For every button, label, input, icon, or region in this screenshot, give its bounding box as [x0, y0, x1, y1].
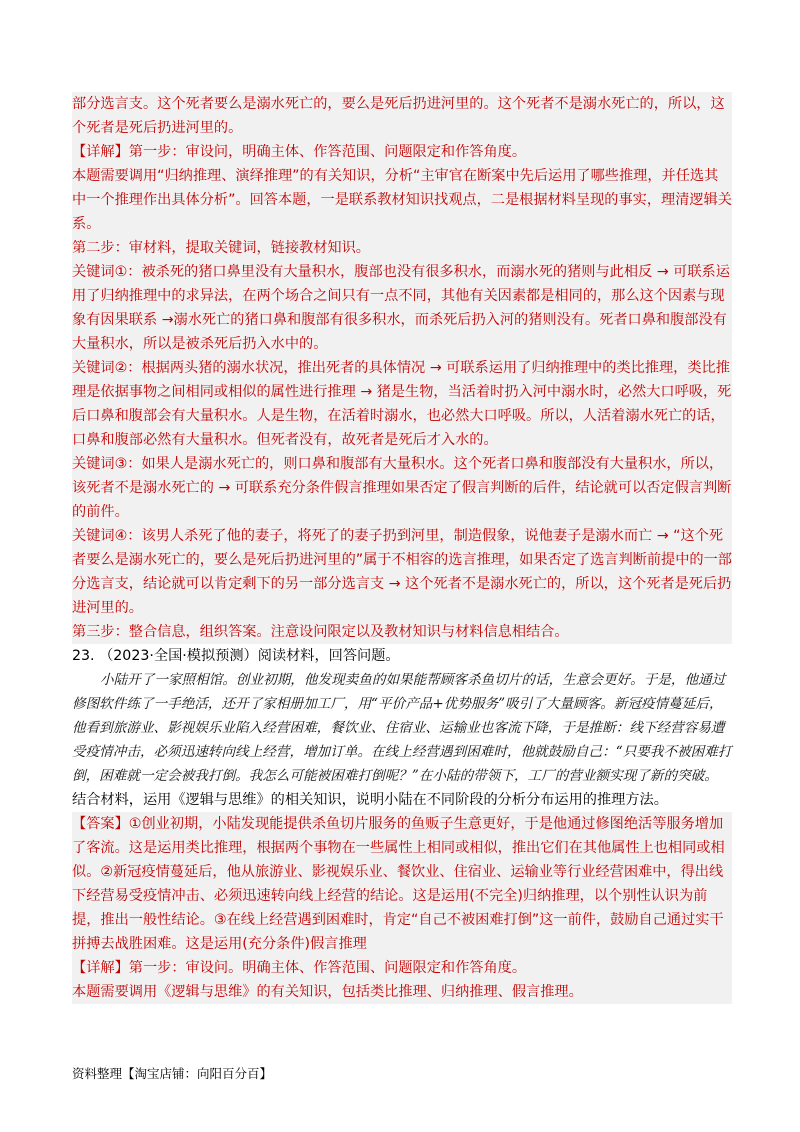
answer-line: 部分选言支。这个死者要么是溺水死亡的，要么是死后扔进河里的。这个死者不是溺水死亡的，所以，这个死者是死后扔进河里的。 [72, 96, 725, 136]
page-footer: 资料整理【淘宝店铺：向阳百分百】 [72, 1066, 273, 1081]
answer-line: 本题需要调用“归纳推理、演绎推理”的有关知识，分析“主审官在断案中先后运用了哪些推理，并任选其中一个推理作出具体分析”。回答本题，一是联系教材知识找观点，二是根据材料呈现的事实，理清逻辑关系。 [72, 168, 732, 232]
passage-text: 小陆开了一家照相馆。创业初期，他发现卖鱼的如果能帮顾客杀鱼切片的话，生意会更好。于是，他通过修图软件练了一手绝活，还开了家相册加工厂，用“平价产品+优势服务”吸引了大量顾客。新冠疫情蔓延后，他看到旅游业、影视娱乐业陷入经营困难，餐饮业、住宿业、运输业也客流下降，于是推断：线下经营容易遭受疫情冲击，必须迅速转向线上经营，增加订单。在线上经营遇到困难时，他就鼓励自己：“只要我不被困难打倒，困难就一定会被我打倒。我怎么可能被困难打倒呢？”在小陆的带领下，工厂的营业额实现了新的突破。 [72, 672, 732, 784]
answer-line: 关键词④：该男人杀死了他的妻子，将死了的妻子扔到河里，制造假象，说他妻子是溺水而亡 → “这个死者要么是溺水死亡的，要么是死后扔进河里的”属于不相容的选言推理，如果否定了选言判断前提中的一部分选言支，结论就可以肯定剩下的另一部分选言支 → 这个死者不是溺水死亡的，所以，这个死者是死后扔进河里的。 [72, 528, 732, 616]
answer-line: 【详解】第一步：审设问。明确主体、作答范围、问题限定和作答角度。 [72, 960, 527, 976]
question-23 [72, 644, 732, 812]
answer-line: 【答案】①创业初期，小陆发现能提供杀鱼切片服务的鱼贩子生意更好，于是他通过修图绝活等服务增加了客流。这是运用类比推理，根据两个事物在一些属性上相同或相似，推出它们在其他属性上也相同或相似。②新冠疫情蔓延后，他从旅游业、影视娱乐业、餐饮业、住宿业、运输业等行业经营困难中，得出线下经营易受疫情冲击、必须迅速转向线上经营的结论。这是运用(不完全)归纳推理，以个别性认识为前提，推出一般性结论。③在线上经营遇到困难时，肯定“自己不被困难打倒”这一前件，鼓励自己通过实干拼搏去战胜困难。这是运用(充分条件)假言推理 [72, 816, 725, 952]
answer-line: 关键词③：如果人是溺水死亡的，则口鼻和腹部有大量积水。这个死者口鼻和腹部没有大量积水，所以，该死者不是溺水死亡的 → 可联系充分条件假言推理如果否定了假言判断的后件，结论就可以否定假言判断的前件。 [72, 456, 732, 520]
question-stem: 23. （2023·全国·模拟预测）阅读材料，回答问题。 [72, 648, 400, 664]
answer-line: 关键词②：根据两头猪的溺水状况，推出死者的具体情况 → 可联系运用了归纳推理中的类比推理，类比推理是依据事物之间相同或相似的属性进行推理 → 猪是生物，当活着时扔入河中溺水时，必然大口呼吸，死后口鼻和腹部会有大量积水。人是生物，在活着时溺水，也必然大口呼吸。所以，人活着溺水死亡的话，口鼻和腹部必然有大量积水。但死者没有，故死者是死后才入水的。 [72, 360, 732, 448]
answer-line: 【详解】第一步：审设问，明确主体、作答范围、问题限定和作答角度。 [72, 144, 527, 160]
answer-block-2 [72, 812, 732, 1004]
answer-block-1 [72, 92, 732, 644]
document-page [72, 92, 732, 1004]
question-passage [72, 668, 732, 788]
question-ask: 结合材料，运用《逻辑与思维》的相关知识，说明小陆在不同阶段的分析分布运用的推理方法。 [72, 792, 668, 808]
answer-line: 第二步：审材料，提取关键词，链接教材知识。 [72, 240, 370, 256]
answer-line: 本题需要调用《逻辑与思维》的有关知识，包括类比推理、归纳推理、假言推理。 [72, 984, 583, 1000]
answer-line: 第三步：整合信息，组织答案。注意设问限定以及教材知识与材料信息相结合。 [72, 624, 569, 640]
answer-line: 关键词①：被杀死的猪口鼻里没有大量积水，腹部也没有很多积水，而溺水死的猪则与此相反 → 可联系运用了归纳推理中的求异法，在两个场合之间只有一点不同，其他有关因素都是相同的，那么这个因素与现象有因果联系 →溺水死亡的猪口鼻和腹部有很多积水，而杀死后扔入河的猪则没有。死者口鼻和腹部没有大量积水，所以是被杀死后扔入水中的。 [72, 264, 730, 352]
